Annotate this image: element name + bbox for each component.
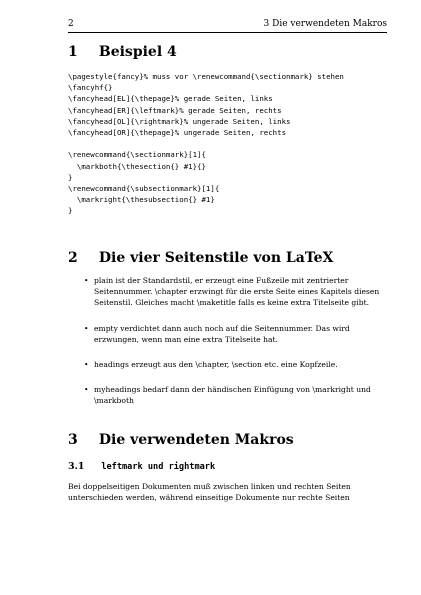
section-heading-1	[68, 44, 177, 60]
section-heading-2	[68, 250, 333, 266]
list-item-text: headings erzeugt aus den \chapter, \section etc. eine Kopfzeile.	[94, 360, 338, 370]
code-line: \renewcommand{\subsectionmark}[1]{	[68, 184, 220, 194]
code-line: \fancyhead[EL]{\thepage}% gerade Seiten, links	[68, 94, 273, 104]
code-listing	[68, 71, 344, 217]
list-item	[68, 359, 390, 370]
list-item	[68, 323, 390, 345]
list-item-text: plain ist der Standardstil, er erzeugt eine Fußzeile mit zentrierter Seitennummer. \chapter erzwingt für die erste Seite eines Kapitels diesen Seitenstil. Gleiches macht \maketitle falls es keine extra Titelseite gibt.	[94, 276, 380, 308]
subsection-number: 3.1	[68, 461, 85, 472]
page-number: 2	[68, 19, 74, 29]
bullet-icon: •	[84, 385, 89, 395]
header-rule	[68, 32, 387, 33]
list-item	[68, 384, 390, 406]
section-title: Beispiel 4	[98, 44, 177, 60]
section-title: Die vier Seitenstile von LaTeX	[98, 250, 334, 266]
pagestyle-list	[68, 275, 390, 421]
code-line: \markboth{\thesection{} #1}{}	[68, 161, 206, 171]
subsection-title: leftmark und rightmark	[101, 462, 216, 472]
code-line: }	[68, 206, 73, 216]
running-header	[68, 17, 387, 31]
bullet-icon: •	[84, 360, 89, 370]
section-number: 2	[68, 250, 78, 266]
code-line: \renewcommand{\sectionmark}[1]{	[68, 150, 206, 160]
code-line: \fancyhf{}	[68, 83, 113, 93]
section-heading-3	[68, 432, 294, 448]
section-title: Die verwendeten Makros	[98, 432, 294, 448]
list-item-text: empty verdichtet dann auch noch auf die Seitennummer. Das wird erzwungen, wenn man eine extra Titelseite hat.	[94, 323, 350, 344]
code-line	[68, 138, 344, 149]
code-line: \fancyhead[ER]{\leftmark}% gerade Seiten, rechts	[68, 105, 282, 115]
section-number: 3	[68, 432, 78, 448]
bullet-icon: •	[84, 276, 89, 285]
code-line: \fancyhead[OL]{\rightmark}% ungerade Seiten, links	[68, 116, 291, 126]
code-line: \fancyhead[OR]{\thepage}% ungerade Seiten, rechts	[68, 128, 287, 138]
code-line: \pagestyle{fancy}% muss vor \renewcommand{\sectionmark} stehen	[68, 72, 344, 81]
subsection-heading	[68, 461, 215, 472]
list-item-text: myheadings bedarf dann der händischen Einfügung von \markright und \markboth	[94, 385, 371, 406]
bullet-icon: •	[84, 323, 89, 333]
code-line: }	[68, 172, 73, 182]
section-number: 1	[68, 44, 78, 60]
running-title: 3 Die verwendeten Makros	[263, 19, 387, 29]
list-item	[68, 275, 390, 309]
code-line: \markright{\thesubsection{} #1}	[68, 195, 215, 205]
body-paragraph: Bei doppelseitigen Dokumenten muß zwischen linken und rechten Seiten unterschieden werden, während einseitige Dokumente nur rechte Seiten	[68, 482, 351, 503]
